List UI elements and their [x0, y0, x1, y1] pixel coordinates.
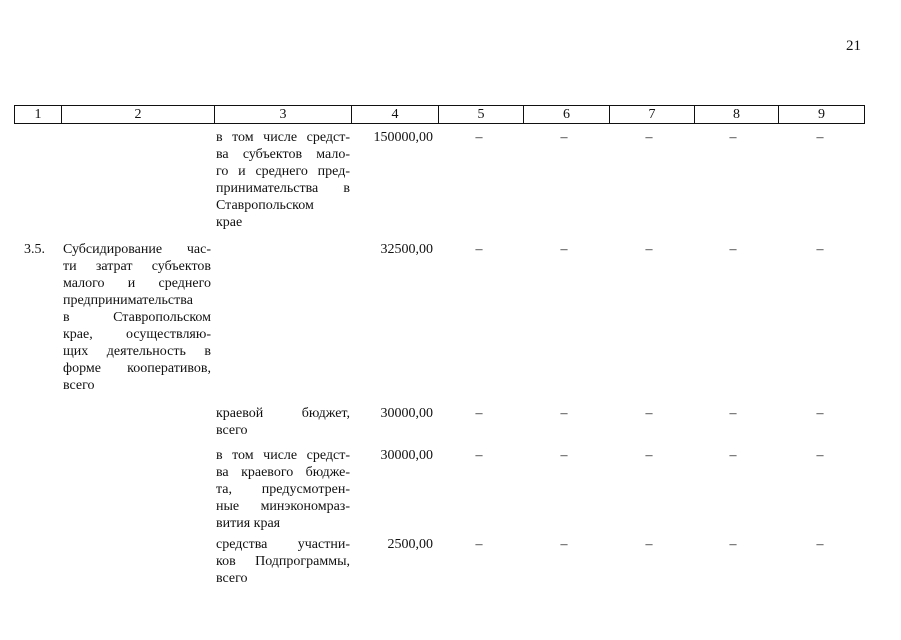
row-description-line: ва субъектов мало- — [216, 147, 350, 162]
row-description — [216, 447, 350, 532]
row-dash-col5: – — [475, 448, 483, 463]
row-description-line: го и среднего пред- — [216, 164, 350, 179]
row-number: 3.5. — [24, 242, 45, 257]
row-dash-col5: – — [475, 406, 483, 421]
row-dash-col7: – — [645, 448, 653, 463]
row-dash-col7: – — [645, 406, 653, 421]
row-description-line: вития края — [216, 516, 281, 531]
row-dash-col7: – — [645, 242, 653, 257]
row-description — [216, 536, 350, 587]
row-description-line: та, предусмотрен- — [216, 482, 350, 497]
row-dash-col6: – — [560, 537, 568, 552]
row-dash-col7: – — [645, 130, 653, 145]
header-col-9: 9 — [779, 106, 865, 124]
row-title-line: предпринимательства — [63, 293, 193, 308]
header-col-5: 5 — [439, 106, 524, 124]
header-col-3: 3 — [215, 106, 352, 124]
row-description-line: ва краевого бюдже- — [216, 465, 350, 480]
row-dash-col8: – — [729, 242, 737, 257]
row-dash-col9: – — [816, 242, 824, 257]
row-title-line: Субсидирование час- — [63, 242, 211, 257]
row-description — [216, 129, 350, 231]
row-title-line: малого и среднего — [63, 276, 211, 291]
row-dash-col6: – — [560, 242, 568, 257]
row-dash-col5: – — [475, 242, 483, 257]
row-dash-col5: – — [475, 130, 483, 145]
row-title-line: щих деятельность в — [63, 344, 211, 359]
row-dash-col5: – — [475, 537, 483, 552]
row-description-line: ков Подпрограммы, — [216, 554, 350, 569]
header-col-1: 1 — [15, 106, 62, 124]
row-amount: 2500,00 — [387, 537, 433, 552]
row-dash-col9: – — [816, 130, 824, 145]
row-title — [63, 241, 211, 394]
row-amount: 30000,00 — [380, 448, 433, 463]
row-description-line: в том числе средст- — [216, 448, 350, 463]
row-description-line: Ставропольском — [216, 198, 314, 213]
row-dash-col9: – — [816, 448, 824, 463]
header-col-8: 8 — [695, 106, 779, 124]
header-col-4: 4 — [352, 106, 439, 124]
row-title-line: форме кооперативов, — [63, 361, 211, 376]
row-dash-col6: – — [560, 130, 568, 145]
header-col-6: 6 — [524, 106, 610, 124]
row-dash-col6: – — [560, 448, 568, 463]
row-description-line: в том числе средст- — [216, 130, 350, 145]
row-description-line: ные минэкономраз- — [216, 499, 350, 514]
row-description-line: средства участни- — [216, 537, 350, 552]
row-description-line: всего — [216, 423, 248, 438]
row-dash-col6: – — [560, 406, 568, 421]
page-number: 21 — [846, 38, 861, 54]
row-title-line: всего — [63, 378, 95, 393]
row-description-line: краевой бюджет, — [216, 406, 350, 421]
row-dash-col7: – — [645, 537, 653, 552]
row-dash-col8: – — [729, 130, 737, 145]
row-dash-col9: – — [816, 406, 824, 421]
row-description-line: крае — [216, 215, 243, 230]
row-description-line: принимательства в — [216, 181, 350, 196]
header-col-2: 2 — [62, 106, 215, 124]
row-title-line: в Ставропольском — [63, 310, 211, 325]
header-row — [15, 106, 865, 124]
row-title-line: крае, осуществляю- — [63, 327, 211, 342]
header-col-7: 7 — [610, 106, 695, 124]
row-description — [216, 405, 350, 439]
row-amount: 32500,00 — [380, 242, 433, 257]
row-dash-col8: – — [729, 537, 737, 552]
column-header-table — [14, 105, 865, 124]
row-dash-col8: – — [729, 406, 737, 421]
row-title-line: ти затрат субъектов — [63, 259, 211, 274]
row-amount: 150000,00 — [373, 130, 433, 145]
row-dash-col9: – — [816, 537, 824, 552]
row-dash-col8: – — [729, 448, 737, 463]
row-amount: 30000,00 — [380, 406, 433, 421]
row-description-line: всего — [216, 571, 248, 586]
